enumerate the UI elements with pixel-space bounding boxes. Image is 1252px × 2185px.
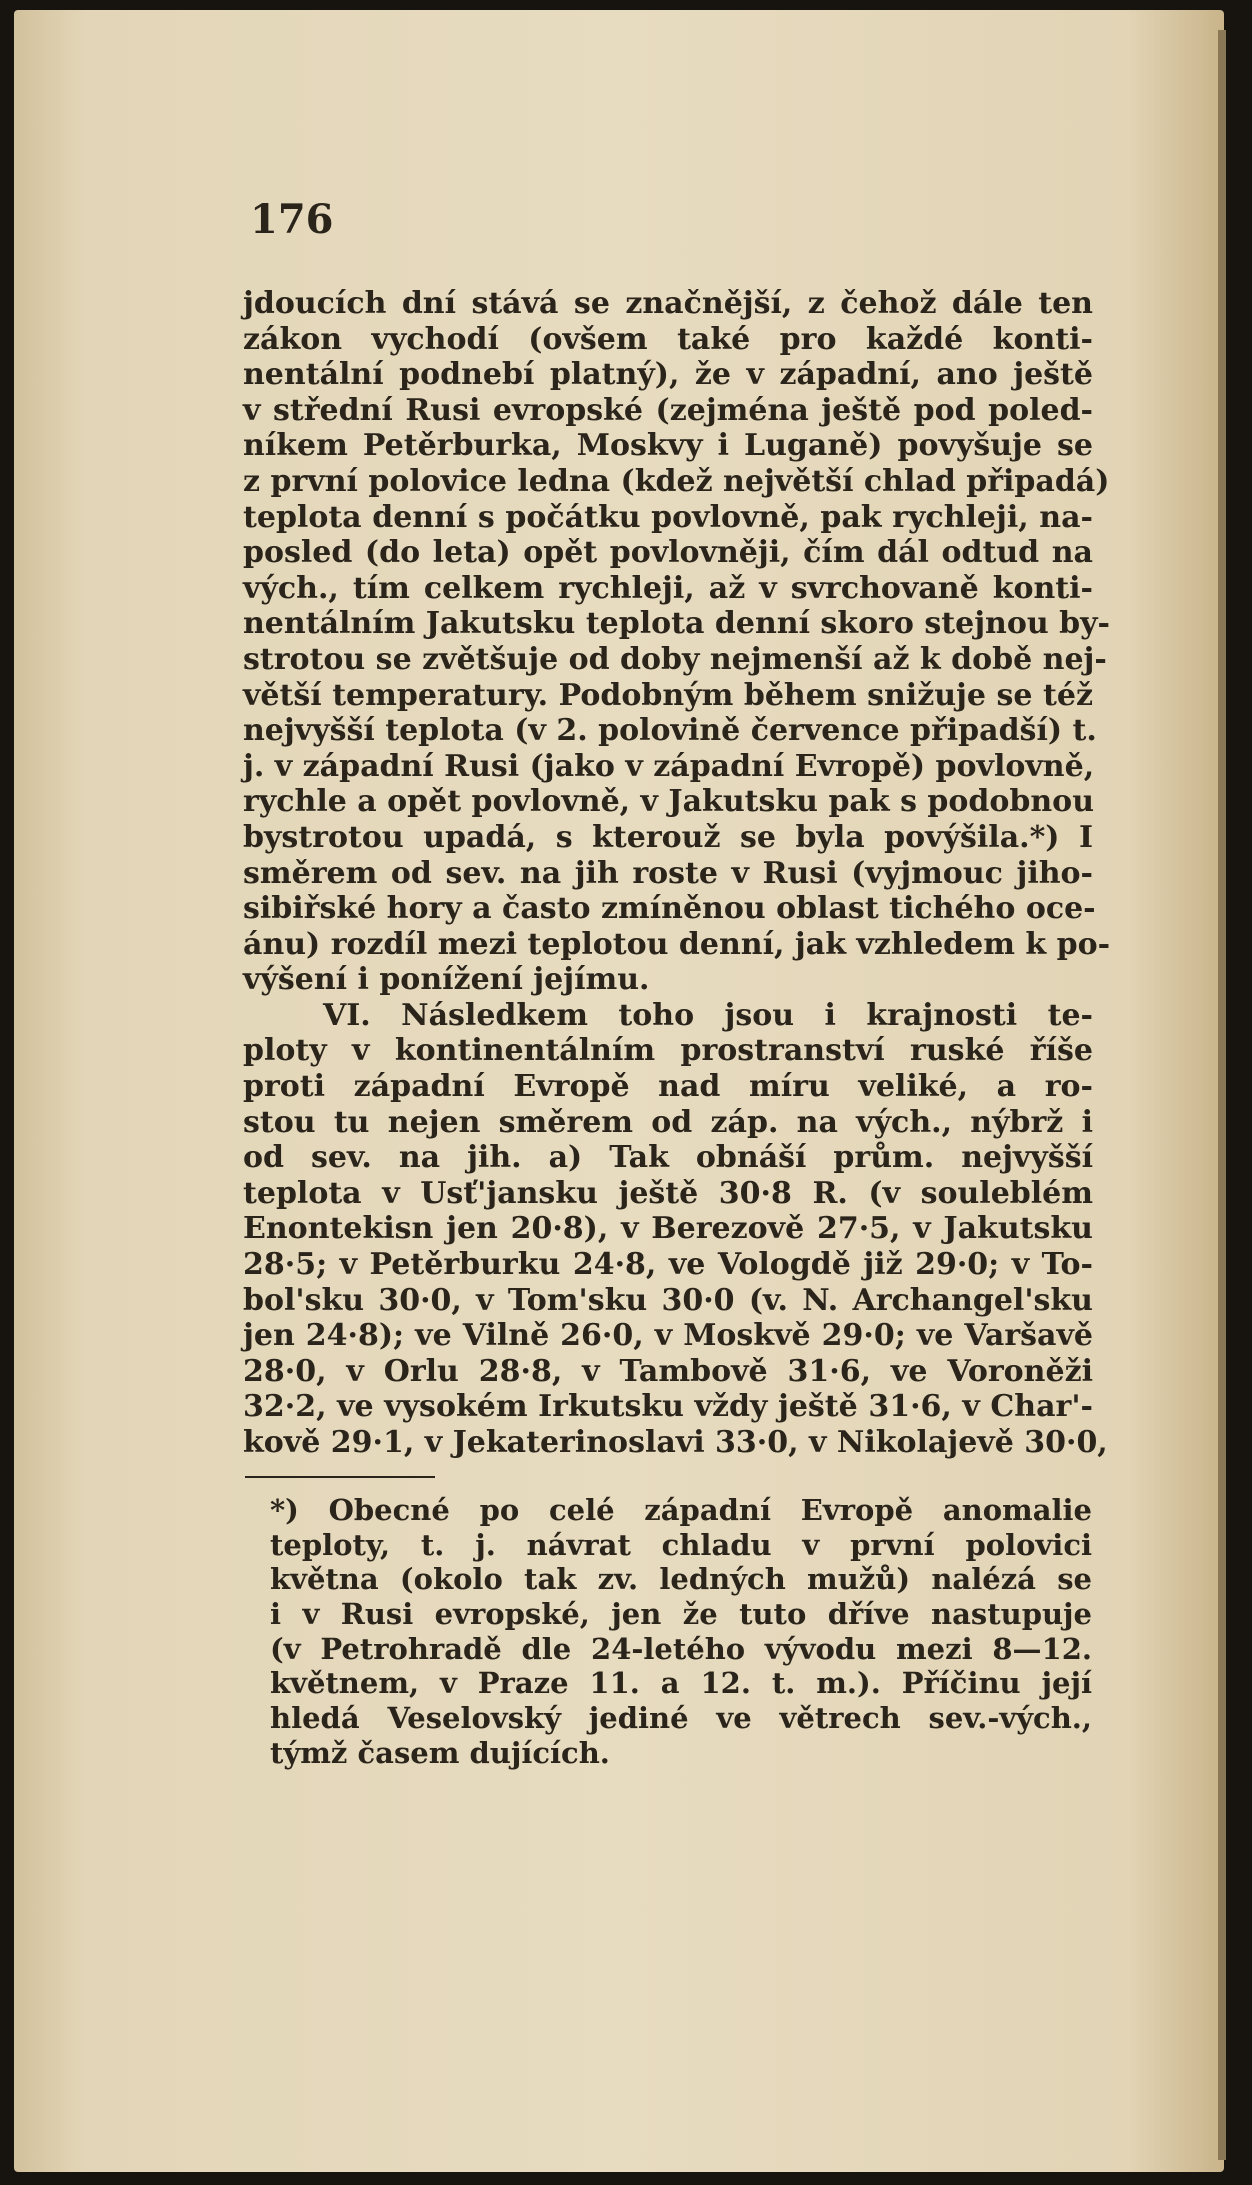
section-heading-line: VI. Následkem toho jsou i krajnosti te- xyxy=(323,997,1093,1033)
text-line: ánu) rozdíl mezi teplotou denní, jak vzhledem k po- xyxy=(243,926,1111,962)
text-line: proti západní Evropě nad míru veliké, a ro- xyxy=(243,1069,1093,1105)
text-line: 32·2, ve vysokém Irkutsku vždy ještě 31·6, v Char'- xyxy=(243,1389,1093,1425)
text-line: jen 24·8); ve Vilně 26·0, v Moskvě 29·0; ve Varšavě xyxy=(243,1318,1093,1354)
text-line: teplota v Usť'jansku ještě 30·8 R. (v souleblém xyxy=(243,1175,1093,1211)
footnote-divider xyxy=(245,1476,435,1478)
footnote-line: (v Petrohradě dle 24-letého vývodu mezi 8—12. xyxy=(270,1631,1092,1666)
text-line: j. v západní Rusi (jako v západní Evropě) povlovně, xyxy=(243,748,1095,784)
text-line: 28·0, v Orlu 28·8, v Tambově 31·6, ve Voroněži xyxy=(243,1353,1093,1389)
text-line: větší temperatury. Podobným během snižuje se též xyxy=(243,677,1093,713)
text-line: od sev. na jih. a) Tak obnáší prům. nejvyšší xyxy=(243,1140,1093,1176)
footnote-line: i v Rusi evropské, jen že tuto dříve nastupuje xyxy=(270,1597,1092,1632)
text-line: teplota denní s počátku povlovně, pak rychleji, na- xyxy=(243,499,1093,535)
text-line: vých., tím celkem rychleji, až v svrchovaně konti- xyxy=(243,570,1093,606)
text-line: strotou se zvětšuje od doby nejmenší až k době nej- xyxy=(243,641,1107,677)
body-text xyxy=(243,286,1111,1461)
text-line: ploty v kontinentálním prostranství ruské říše xyxy=(243,1033,1093,1069)
text-line: nentální podnebí platný), že v západní, ano ještě xyxy=(243,357,1093,393)
text-line: posled (do leta) opět povlovněji, čím dál odtud na xyxy=(243,535,1093,571)
text-line: bystrotou upadá, s kterouž se byla povýšila.*) I xyxy=(243,819,1093,855)
text-line: 28·5; v Petěrburku 24·8, ve Vologdě již 29·0; v To- xyxy=(243,1247,1093,1283)
text-line: bol'sku 30·0, v Tom'sku 30·0 (v. N. Archangel'sku xyxy=(243,1282,1093,1318)
text-line: nejvyšší teplota (v 2. polovině července připadší) t. xyxy=(243,713,1097,749)
footnote xyxy=(270,1493,1092,1771)
page-edge xyxy=(1218,30,1226,2160)
text-line: níkem Petěrburka, Moskvy i Luganě) povyšuje se xyxy=(243,428,1093,464)
text-line: v střední Rusi evropské (zejména ještě pod poled- xyxy=(243,392,1093,428)
text-line: nentálním Jakutsku teplota denní skoro stejnou by- xyxy=(243,606,1110,642)
footnote-line: *) Obecné po celé západní Evropě anomalie xyxy=(270,1493,1092,1527)
text-line: stou tu nejen směrem od záp. na vých., nýbrž i xyxy=(243,1104,1093,1140)
footnote-line: teploty, t. j. návrat chladu v první polovici xyxy=(270,1527,1092,1562)
text-line: zákon vychodí (ovšem také pro každé konti- xyxy=(243,321,1093,357)
text-line: z první polovice ledna (kdež největší chlad připadá) xyxy=(243,463,1110,499)
text-line: jdoucích dní stává se značnější, z čehož dále ten xyxy=(243,286,1093,321)
text-line: kově 29·1, v Jekaterinoslavi 33·0, v Nikolajevě 30·0, xyxy=(243,1425,1108,1460)
text-line: Enontekisn jen 20·8), v Berezově 27·5, v Jakutsku xyxy=(243,1211,1093,1247)
footnote-line: týmž časem dujících. xyxy=(270,1735,610,1770)
text-line: sibiřské hory a často zmíněnou oblast tichého oce- xyxy=(243,891,1096,927)
text-line: směrem od sev. na jih roste v Rusi (vyjmouc jiho- xyxy=(243,855,1093,891)
page-number: 176 xyxy=(250,196,334,243)
footnote-line: května (okolo tak zv. ledných mužů) nalézá se xyxy=(270,1562,1092,1597)
text-line: výšení i ponížení jejímu. xyxy=(243,962,650,998)
footnote-line: hledá Veselovský jediné ve větrech sev.-vých., xyxy=(270,1701,1092,1736)
text-line: rychle a opět povlovně, v Jakutsku pak s podobnou xyxy=(243,784,1095,820)
footnote-line: květnem, v Praze 11. a 12. t. m.). Příčinu její xyxy=(270,1666,1092,1701)
